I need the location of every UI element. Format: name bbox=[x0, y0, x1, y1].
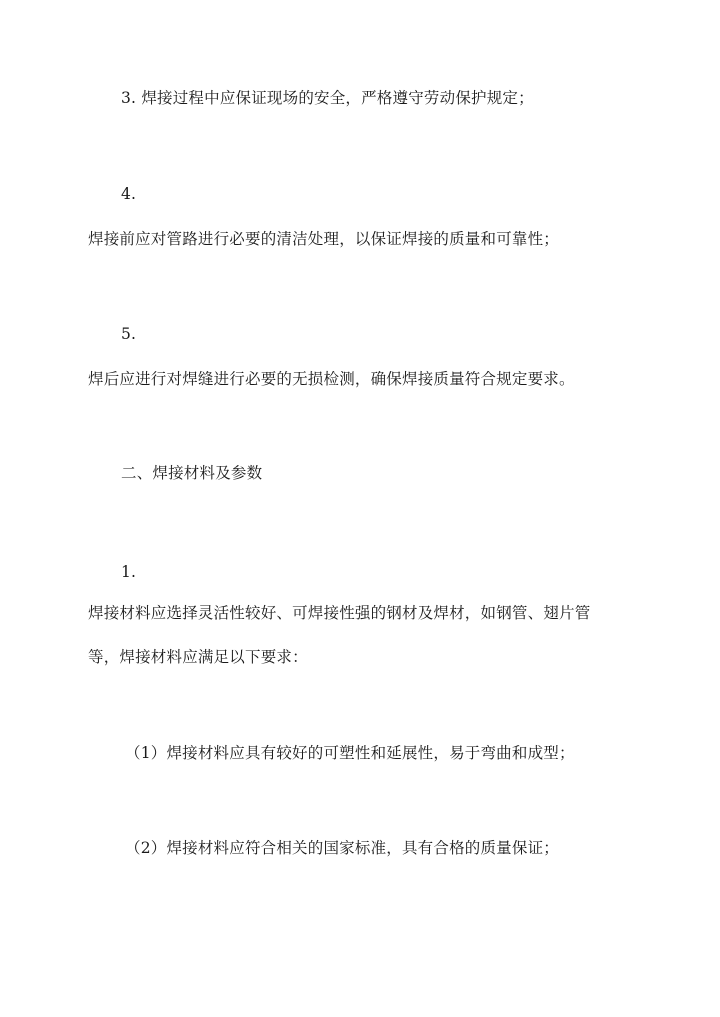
list-item-5-text: 焊后应进行对焊缝进行必要的无损检测，确保焊接质量符合规定要求。 bbox=[88, 370, 575, 388]
list-item-5-number: 5. bbox=[121, 325, 137, 343]
list-item-4-number: 4. bbox=[121, 185, 137, 203]
list-item-4-text: 焊接前应对管路进行必要的清洁处理，以保证焊接的质量和可靠性； bbox=[88, 230, 560, 248]
section-item-1-line-2: 等，焊接材料应满足以下要求： bbox=[88, 648, 308, 666]
sub-item-2: （2）焊接材料应符合相关的国家标准，具有合格的质量保证； bbox=[125, 839, 559, 857]
section-item-1-line-1: 焊接材料应选择灵活性较好、可焊接性强的钢材及焊材，如钢管、翅片管 bbox=[88, 604, 591, 622]
sub-item-1: （1）焊接材料应具有较好的可塑性和延展性，易于弯曲和成型； bbox=[125, 744, 575, 762]
section-item-1-number: 1. bbox=[121, 563, 137, 581]
list-item-3: 3. 焊接过程中应保证现场的安全，严格遵守劳动保护规定； bbox=[121, 89, 534, 107]
section-heading: 二、焊接材料及参数 bbox=[121, 464, 263, 482]
